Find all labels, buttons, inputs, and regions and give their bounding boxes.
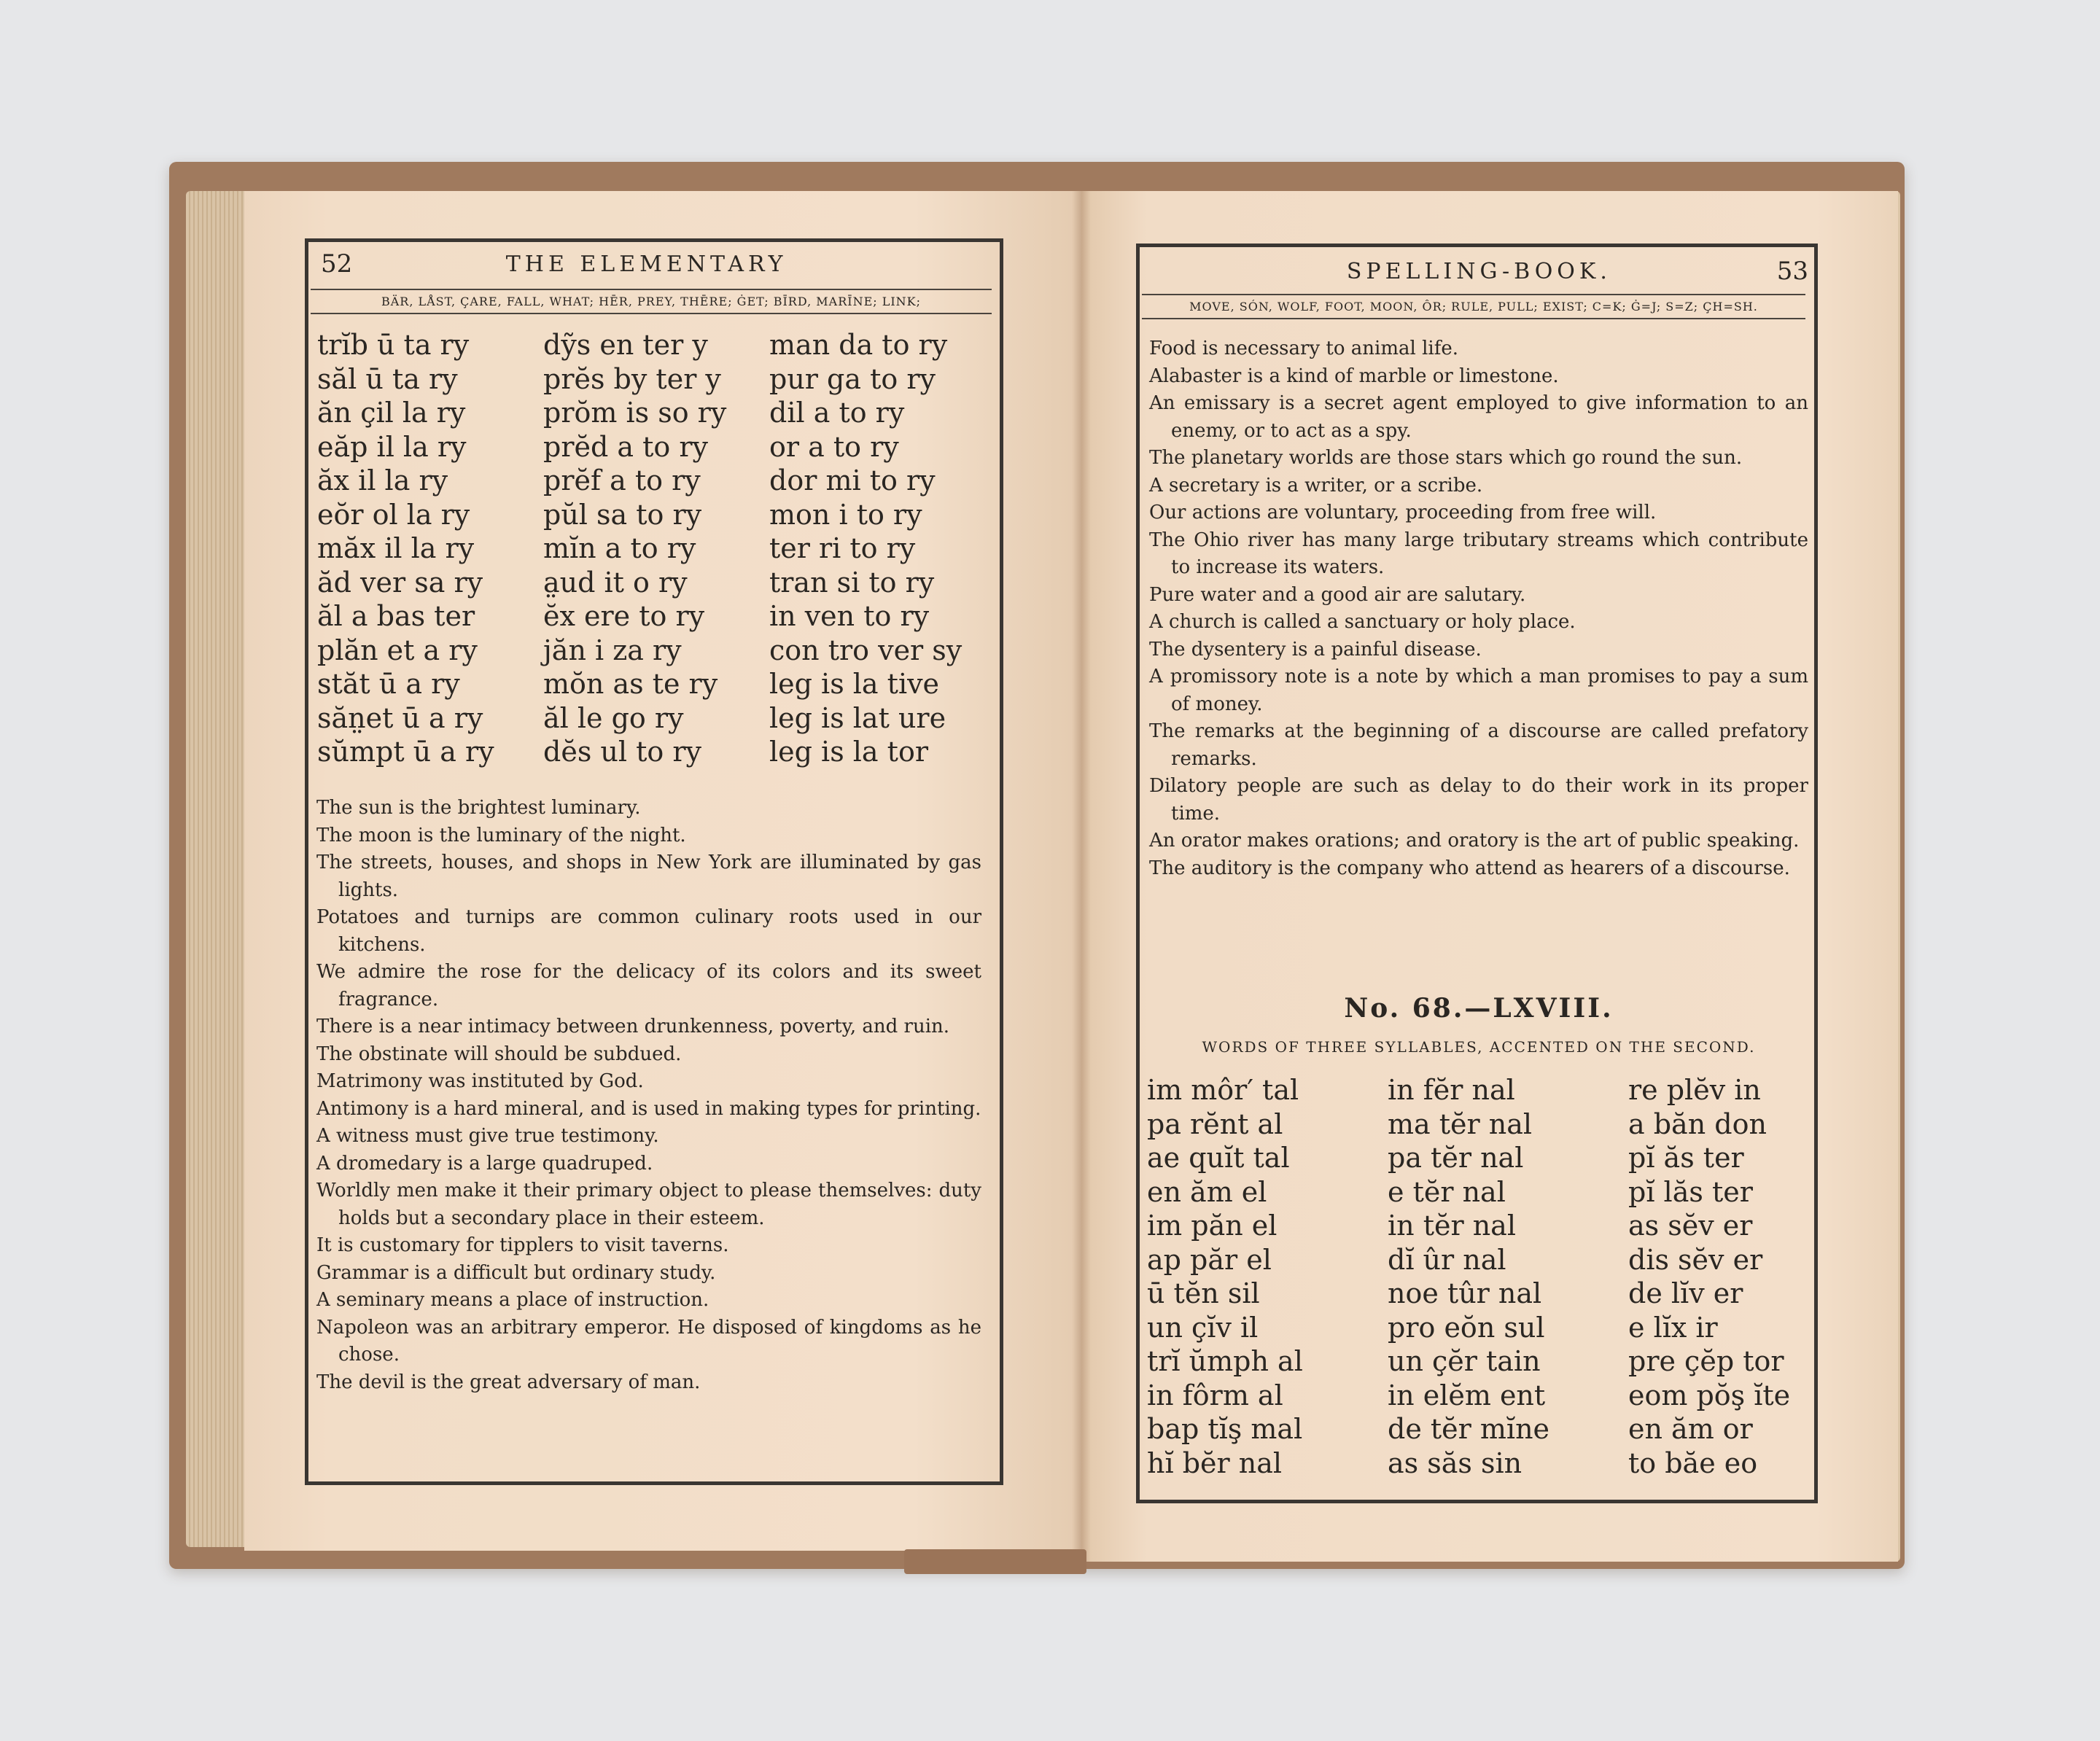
right-sentences — [1149, 335, 1808, 882]
lesson-title: No. 68.—LXVIII. — [1344, 993, 1614, 1024]
word-entry: as sĕv er — [1628, 1210, 1753, 1242]
word-entry: de lĭv er — [1628, 1277, 1743, 1309]
left-pronunciation-key: BÄR, LÅST, ÇARE, FALL, WHAT; HĒR, PREY, THĒRE; ĠET; BĪRD, MARĪNE; LINK; — [311, 289, 992, 314]
word-entry: leg is la tive — [769, 668, 940, 700]
sentence: The devil is the great adversary of man. — [316, 1371, 701, 1393]
word-entry: măx il la ry — [317, 532, 475, 564]
word-entry: dil a to ry — [769, 397, 905, 429]
sentence: We admire the rose for the delicacy of its colors and its sweet fragrance. — [316, 961, 981, 1010]
sentence: There is a near intimacy between drunkenness, poverty, and ruin. — [316, 1016, 950, 1037]
word-entry: e lĭx ir — [1628, 1311, 1718, 1344]
right-pronunciation-key: MOVE, SÓN, WOLF, FOOT, MOON, ÔR; RULE, PULL; EXIST; C=K; Ġ=J; S=Z; ÇH=SH. — [1142, 294, 1805, 319]
word-column — [769, 328, 995, 769]
sentence: Grammar is a difficult but ordinary study. — [316, 1261, 716, 1284]
spine-binding — [904, 1549, 1086, 1574]
word-entry: prĕd a to ry — [543, 430, 708, 463]
word-entry: tran si to ry — [769, 566, 935, 599]
word-entry: noe tûr nal — [1388, 1277, 1542, 1309]
word-entry: im păn el — [1147, 1210, 1278, 1242]
word-entry: con tro ver sy — [769, 634, 962, 666]
word-entry: en ăm el — [1147, 1175, 1267, 1208]
word-entry: eŏr ol la ry — [317, 498, 470, 531]
word-entry: eom pŏş ĭte — [1628, 1379, 1791, 1411]
sentence: An orator makes orations; and oratory is the art of public speaking. — [1149, 830, 1800, 852]
word-entry: dor mi to ry — [769, 464, 936, 496]
left-sentences — [316, 795, 981, 1396]
word-entry: ap păr el — [1147, 1243, 1272, 1276]
left-running-head — [321, 249, 984, 279]
word-entry: dĕs ul to ry — [543, 736, 701, 768]
word-entry: eăp il la ry — [317, 430, 467, 463]
word-entry: man da to ry — [769, 329, 948, 361]
sentence: Antimony is a hard mineral, and is used in making types for printing. — [316, 1097, 981, 1120]
sentence: A dromedary is a large quadruped. — [316, 1152, 653, 1175]
word-entry: re plĕv in — [1628, 1074, 1761, 1106]
word-entry: pre çĕp tor — [1628, 1345, 1784, 1377]
word-entry: jăn i za ry — [543, 634, 682, 666]
sentence: The obstinate will should be subdued. — [316, 1043, 682, 1065]
word-entry: prŏm is so ry — [543, 397, 727, 429]
word-entry: ĕx ere to ry — [543, 600, 705, 632]
sentence: The planetary worlds are those stars which go round the sun. — [1149, 447, 1743, 469]
sentence: Napoleon was an arbitrary emperor. He disposed of kingdoms as he chose. — [316, 1316, 981, 1366]
word-entry: ăl a bas ter — [317, 600, 475, 632]
sentence: Potatoes and turnips are common culinary roots used in our kitchens. — [316, 906, 981, 956]
word-entry: ter ri to ry — [769, 532, 916, 564]
word-entry: im môr′ tal — [1147, 1074, 1299, 1106]
sentence: Our actions are voluntary, proceeding from free will. — [1149, 502, 1657, 523]
word-entry: in fĕr nal — [1388, 1074, 1515, 1106]
word-entry: mŏn as te ry — [543, 668, 718, 700]
left-word-table — [317, 328, 995, 769]
page-number-left: 52 — [321, 249, 353, 279]
word-entry: a băn don — [1628, 1107, 1767, 1140]
word-entry: bap tĭş mal — [1147, 1413, 1303, 1445]
word-entry: a̤ud it o ry — [543, 566, 688, 599]
word-entry: pur ga to ry — [769, 362, 936, 395]
word-entry: ae quĭt tal — [1147, 1142, 1290, 1174]
word-entry: stăt ū a ry — [317, 668, 460, 700]
word-entry: hĭ bĕr nal — [1147, 1446, 1283, 1479]
sentence: The remarks at the beginning of a discourse are called prefatory remarks. — [1149, 720, 1808, 770]
sentence: An emissary is a secret agent employed to give information to an enemy, or to act as a spy. — [1149, 392, 1808, 442]
word-entry: dỹs en ter y — [543, 329, 708, 361]
word-column — [543, 328, 769, 769]
word-entry: ăd ver sa ry — [317, 566, 483, 599]
sentence: A promissory note is a note by which a man promises to pay a sum of money. — [1149, 666, 1808, 715]
word-entry: in tĕr nal — [1388, 1210, 1516, 1242]
word-column — [1628, 1073, 1832, 1480]
sentence: The streets, houses, and shops in New York are illuminated by gas lights. — [316, 852, 981, 901]
right-page-title: SPELLING-BOOK. — [1346, 258, 1611, 284]
word-entry: en ăm or — [1628, 1413, 1753, 1445]
sentence: A church is called a sanctuary or holy place. — [1149, 611, 1576, 633]
word-entry: ăx il la ry — [317, 464, 448, 496]
sentence: Dilatory people are such as delay to do their work in its proper time. — [1149, 775, 1808, 825]
word-column — [317, 328, 543, 769]
word-column — [1147, 1073, 1388, 1480]
left-page-title: THE ELEMENTARY — [505, 251, 788, 277]
sentence: A witness must give true testimony. — [316, 1125, 659, 1147]
word-entry: săn̤et ū a ry — [317, 701, 483, 734]
sentence: Pure water and a good air are salutary. — [1149, 583, 1526, 606]
word-entry: e tĕr nal — [1388, 1175, 1506, 1208]
word-entry: ma tĕr nal — [1388, 1107, 1533, 1140]
word-entry: sŭmpt ū a ry — [317, 736, 494, 768]
right-word-table — [1147, 1073, 1832, 1480]
page-number-right: 53 — [1776, 257, 1808, 286]
word-entry: trĭ ŭmph al — [1147, 1345, 1303, 1377]
word-entry: as săs sin — [1388, 1446, 1522, 1479]
word-entry: ū tĕn sil — [1147, 1277, 1260, 1309]
word-entry: plăn et a ry — [317, 634, 478, 666]
sentence: The auditory is the company who attend as hearers of a discourse. — [1149, 857, 1790, 879]
word-entry: trĭb ū ta ry — [317, 329, 470, 361]
word-entry: un çĭv il — [1147, 1311, 1259, 1344]
word-entry: leg is la tor — [769, 736, 928, 768]
word-entry: prĕf a to ry — [543, 464, 701, 496]
sentence: The moon is the luminary of the night. — [316, 824, 686, 846]
word-column — [1388, 1073, 1628, 1480]
book-gutter — [1072, 191, 1091, 1562]
word-entry: pro eŏn sul — [1388, 1311, 1545, 1344]
word-entry: ăn çil la ry — [317, 397, 466, 429]
word-entry: to băe eo — [1628, 1446, 1758, 1479]
word-entry: in fôrm al — [1147, 1379, 1283, 1411]
word-entry: dĭ ûr nal — [1388, 1243, 1506, 1276]
sentence: Worldly men make it their primary object to please themselves: duty holds but a secondary place in their esteem. — [316, 1180, 981, 1229]
word-entry: pa tĕr nal — [1388, 1142, 1524, 1174]
word-entry: pĭ lăs ter — [1628, 1175, 1753, 1208]
word-entry: mon i to ry — [769, 498, 922, 531]
word-entry: mĭn a to ry — [543, 532, 696, 564]
word-entry: pa rĕnt al — [1147, 1107, 1283, 1140]
word-entry: leg is lat ure — [769, 701, 946, 734]
word-entry: ăl le go ry — [543, 701, 684, 734]
sentence: The Ohio river has many large tributary streams which contribute to increase its waters. — [1149, 529, 1808, 578]
word-entry: săl ū ta ry — [317, 362, 458, 395]
word-entry: pĭ ăs ter — [1628, 1142, 1744, 1174]
sentence: The sun is the brightest luminary. — [316, 797, 641, 819]
sentence: Food is necessary to animal life. — [1149, 338, 1458, 359]
word-entry: prĕs by ter y — [543, 362, 721, 395]
word-entry: pŭl sa to ry — [543, 498, 702, 531]
lesson-subtitle: WORDS OF THREE SYLLABLES, ACCENTED ON THE SECOND. — [1202, 1038, 1756, 1056]
word-entry: un çĕr tain — [1388, 1345, 1541, 1377]
sentence: Matrimony was instituted by God. — [316, 1070, 644, 1092]
word-entry: de tĕr mĭne — [1388, 1413, 1550, 1445]
right-running-head — [1152, 257, 1808, 286]
word-entry: dis sĕv er — [1628, 1243, 1763, 1276]
sentence: The dysentery is a painful disease. — [1149, 638, 1482, 661]
sentence: Alabaster is a kind of marble or limestone. — [1149, 365, 1559, 387]
sentence: A secretary is a writer, or a scribe. — [1149, 474, 1483, 496]
word-entry: in elĕm ent — [1388, 1379, 1546, 1411]
word-entry: in ven to ry — [769, 600, 930, 632]
word-entry: or a to ry — [769, 430, 899, 463]
sentence: It is customary for tipplers to visit taverns. — [316, 1234, 729, 1256]
sentence: A seminary means a place of instruction. — [316, 1289, 709, 1311]
